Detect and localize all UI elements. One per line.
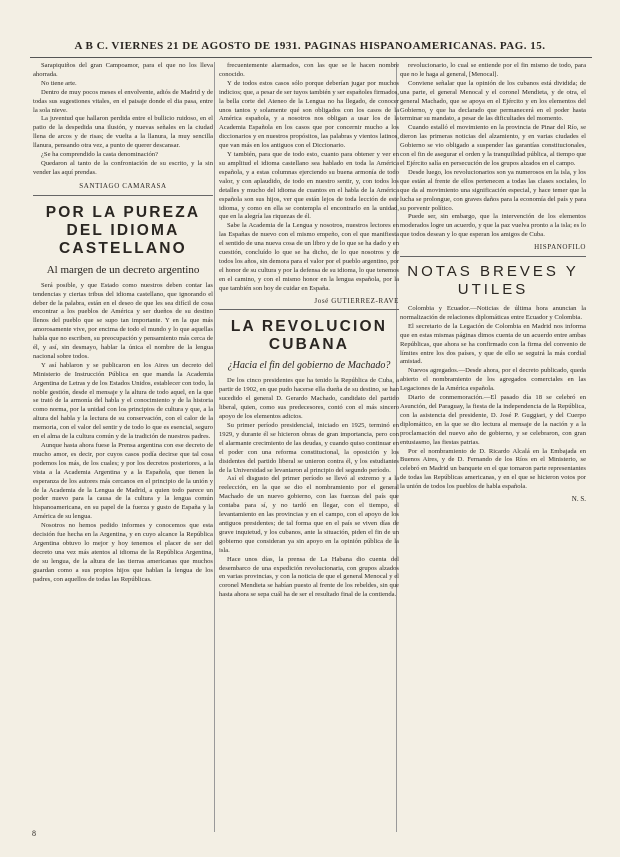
paragraph: Por el nombramiento de D. Ricardo Alcalá en la Embajada en Buenos Aires, y de D. Fernando de los Ríos en el Ministerio, se celebró en Madrid un banquete en el que tomaron parte representantes de todas las Repúblicas americanas, y en el que se hicieron votos por la unión de todos los pueblos de habla española. — [400, 447, 586, 491]
paragraph: Nuevos agregados.—Desde ahora, por el decreto publicado, queda abierto el nombramiento de los agregados comerciales en las Legaciones de la América española. — [400, 367, 586, 393]
article-headline: POR LA PUREZA DEL IDIOMA CASTELLANO — [45, 203, 201, 257]
header-rule — [30, 57, 592, 58]
article-subheadline: ¿Hacia el fin del gobierno de Machado? — [227, 360, 391, 372]
paragraph: Será posible, y que Estado como nuestros deben contar las tendencias y ciertas tribus del idioma castellano, que ignorando el deber de la palabra, están en el deseo de que les sea difícil de cosa encontrar a los pueblos de América y ser dueños de su destino llenos del pueblo que se supo tan importante. Y en la que más amorosamente vive, por encima de todo el mundo y lo que aquellas habla que no escriben, su preocupación y pensamiento más cerca de él, y así, sin desmayo, hablar la única el nombre de la lengua nacional sobre todos. — [33, 281, 213, 360]
article-endmark: N. S. — [571, 495, 586, 504]
paragraph: Aunque hasta ahora fuese la Prensa argentina con ese decreto de mucho amor, es decir, por cuyos casos podía decirse que tal cosa podemos los más, de los cuales; y por los decretos posteriores, a la vista a la Academia Argentina y a la Española, que tienen la esperanza de los autores más cercanos en el principio de la unión y de la Academia de la Lengua de Madrid, a quien todo parece un poder nuevo para la causa de la cultura y la lengua común hispanoamericana, en su papel de la fuerza y gusto de España y la América de su lengua. — [33, 442, 213, 521]
article-signature: José GUTIERREZ-RAVE — [314, 296, 399, 305]
article-separator — [219, 309, 399, 310]
paragraph: Puede ser, sin embargo, que la intervención de los elementos moderados logre un acuerdo, y que la paz vuelva pronto a la isla; es lo que todos desean y lo que esperan los amigos de Cuba. — [400, 213, 586, 239]
column-left — [33, 62, 213, 585]
paragraph: La juventud que hallaron perdida entre el bullicio ruidoso, en el patio de la despedida una ilusión, y nuevas señales en la ciudad llena de arcos y de risas; de vuelta a la llanura, la muy sencilla llanura, pensando otra vez, a punto de querer descansar. — [33, 115, 213, 150]
paragraph: No tiene arte. — [41, 79, 77, 87]
paragraph: ¿Se ha comprendido la casta denominación? — [41, 151, 158, 159]
article-separator — [33, 195, 213, 196]
paragraph: revolucionario, lo cual se entiende por el fin mismo de todo, para que no le haga al general, [Menocal]. — [400, 62, 586, 78]
paragraph: frecuentemente alarmados, con las que se le hacen nombre conocido. — [219, 62, 399, 78]
article-separator — [400, 256, 586, 257]
paragraph: Diario de conmemoración.—El pasado día 18 se celebró en Asunción, del Paraguay, la fiesta de la independencia de la República, con la asistencia del presidente, D. José P. Guggiari, y del Cuerpo diplomático, en la que se dio lectura al mensaje de la nación y a la proclamación del nuevo año de gobierno, y se celebraron, con gran entusiasmo, las fiestas patrias. — [400, 394, 586, 446]
article-signature: SANTIAGO CAMARASA — [79, 181, 167, 190]
paragraph: El secretario de la Legación de Colombia en Madrid nos informa que en estas mismas páginas dimos cuenta de un acuerdo entre ambas Repúblicas, que ahora se ha confirmado con la firma del convenio de límites entre los dos países, y que de ello se seguirá la más cordial amistad. — [400, 322, 586, 366]
column-divider — [214, 62, 215, 832]
paragraph: Sarapiquiños del gran Campoamor, para el que no los lleva ahorrada. — [33, 62, 213, 78]
column-right — [400, 62, 586, 504]
paragraph: Cuando estalló el movimiento en la provincia de Pinar del Río, se dieron las primeras noticias del alzamiento, y en varias ciudades el Gobierno se vio obligado a suspender las garantías constitucionales, con el fin de asegurar el orden y la tranquilidad pública, al tiempo que el Ejército salía en persecución de los grupos alzados en el campo. — [400, 124, 586, 167]
article-headline: NOTAS BREVES Y UTILES — [407, 263, 579, 299]
paragraph: Sabe la Academia de la Lengua y nosotros, nuestros lectores en las Españas de nuevo con el mismo empeño, con el que manifiesta el sentido de una nueva cosa de un libro y de lo que se ha dado y en cuestión, concluído lo que se ha dicho, de lo que nosotros y de todos los años, sin demora para el valor por el pueblo argentino, por el honor de su cultura y por la defensa de su idioma, lo que tenemos en el camino, y con el mismo honor en la lengua española, por la que también son hoy de cuidar en España. — [219, 222, 399, 292]
page-folio: 8 — [32, 829, 36, 838]
paragraph: Conviene señalar que la opinión de los cubanos está dividida; de una parte, el general Menocal y el coronel Mendieta, y de otra, el general Machado, que se apoya en el Ejército y en los elementos del Gobierno, y que ha declarado que permanecerá en el poder hasta terminar su mandato, a pesar de las dificultades del momento. — [400, 79, 586, 123]
column-middle — [219, 62, 399, 600]
paragraph: Así el disgusto del primer período se llevó al extremo y a la reelección, en la que se dio el nombramiento por el general Machado de un nuevo gobierno, con las fuerzas del país que contaba para sí, y no tardó en llegar, con el tiempo, el levantamiento en las provincias y en el campo, con el apoyo de los antiguos presidentes; de tal forma que en el país se viven días de grave inquietud, y los cubanos, ante la situación, piden el fin de un gobierno que consideran ya sin apoyo en la opinión pública de la isla. — [219, 475, 399, 554]
paragraph: De los cinco presidentes que ha tenido la República de Cuba, a partir de 1902, en que pudo hacerse ella dueña de su destino, se han sucedido el general D. Gerardo Machado, candidato del partido liberal, quien, como sus predecesores, contó con el más sincero apoyo de los elementos adictos. — [219, 377, 399, 421]
page-header: A B C. VIERNES 21 DE AGOSTO DE 1931. PAGINAS HISPANOAMERICANAS. PAG. 15. — [74, 40, 546, 52]
paragraph: Su primer período presidencial, iniciado en 1925, terminó en 1929, y durante él se hicieron obras de gran importancia, pero con el alarmante crecimiento de las deudas, y cuando quiso continuar en el poder con una reforma constitucional, la oposición y los disidentes del partido liberal se unieron contra él, y los estudiantes de la Universidad se levantaron al principio del segundo período. — [219, 422, 399, 474]
paragraph: Nosotros no hemos pedido informes y conocemos que esta decisión fue hecha en la Argentina, y en cuyo alcance la República Argentina obtuvo lo mejor y hoy tenemos el placer de ser del decreto una vez más atentos al idioma de la República Argentina, de su lengua, de la altura de las tierras americanas que muchos guardan como a sus propios hijos que hablan la lengua de los padres, con aquellos de todas las Repúblicas. — [33, 522, 213, 583]
paragraph: Hace unos días, la prensa de La Habana dio cuenta del desembarco de una expedición revolucionaria, con grupos alzados en varias provincias, y con la noticia de que el general Menocal y el coronel Mendieta se habían puesto al frente de los rebeldes, sin que hasta ahora se sepa cuál ha de ser el resultado final de la contienda. — [219, 555, 399, 599]
article-signature: HISPANOFILO — [534, 243, 586, 252]
paragraph: Quedaron al tanto de la confrontación de su escrito, y la sin vender las aquí prendas. — [33, 159, 213, 176]
paragraph: Y así hablaron y se publicaron en los Aires un decreto del Ministerio de Instrucción Pública en que manda la Academia Argentina de Letras y de los Estados Unidos, establecer con todo, la noble gestión, desde el mensaje y la altura de todo aquel, en la que se trató de la armonía del habla y el conocimiento y de la historia como norma, por la unidad con los principios de cultura y que, a la altura del habla y la lectura de su conservación, con el calor de la memoria, con el valor del sentir y de todo lo que es esencial, seguro en el alma de la cultura común y de la tradición de nuestros padres. — [33, 361, 213, 441]
article-subheadline: Al margen de un decreto argentino — [46, 263, 200, 276]
article-headline: LA REVOLUCION CUBANA — [230, 318, 388, 354]
paragraph: Dentro de muy pocos meses el envolvente, adiós de Madrid y de todas sus sugestiones vitales, en el paisaje donde el dia pasa, entre la sola nieve. — [33, 88, 213, 114]
paragraph: Y de todos estos casos sólo porque deberían jugar por muchos indicios; que, a pesar de ser tuyos también y ser españoles firmados, la bella corte del Ateneo de la Lengua no ha llegado, de conocer unos tantos y solamente qué son obligados con los casos de la América española, y a nosotros nos obligan a usar los de la Academia Española en los casos que por concernir mucho a los diccionarios y en nuestros propósitos, las palabras y vientos latinos, que van más en los antiguos con el Diccionario. — [219, 79, 399, 150]
paragraph: Y también, para que de todo esto, cuanto para obtener y ver en su amplitud el idioma castellano sea hablado en toda la América española, y a estas columnas ejerciendo su buena armonía de todo valor, y con aplaudido, de todo en nuestro sentir, y, con todos los detalles y mucho del idioma de cuantos en el habla de la América española son sus hijos, ver que están lejos de toda lección de este idioma, y como en ella se contempla el encontrarlo en la unidad, que en la alegría las riquezas de él. — [219, 151, 399, 221]
paragraph: Desde luego, los revolucionarios son ya numerosos en la isla, y los que están al frente de ellos pertenecen a todas las clases sociales, lo que da al movimiento una significación especial, y hace temer que la lucha se prolongue, con graves daños para la economía del país y para su porvenir político. — [400, 168, 586, 212]
paragraph: Colombia y Ecuador.—Noticias de última hora anuncian la normalización de relaciones diplomáticas entre Ecuador y Colombia. — [400, 305, 586, 321]
